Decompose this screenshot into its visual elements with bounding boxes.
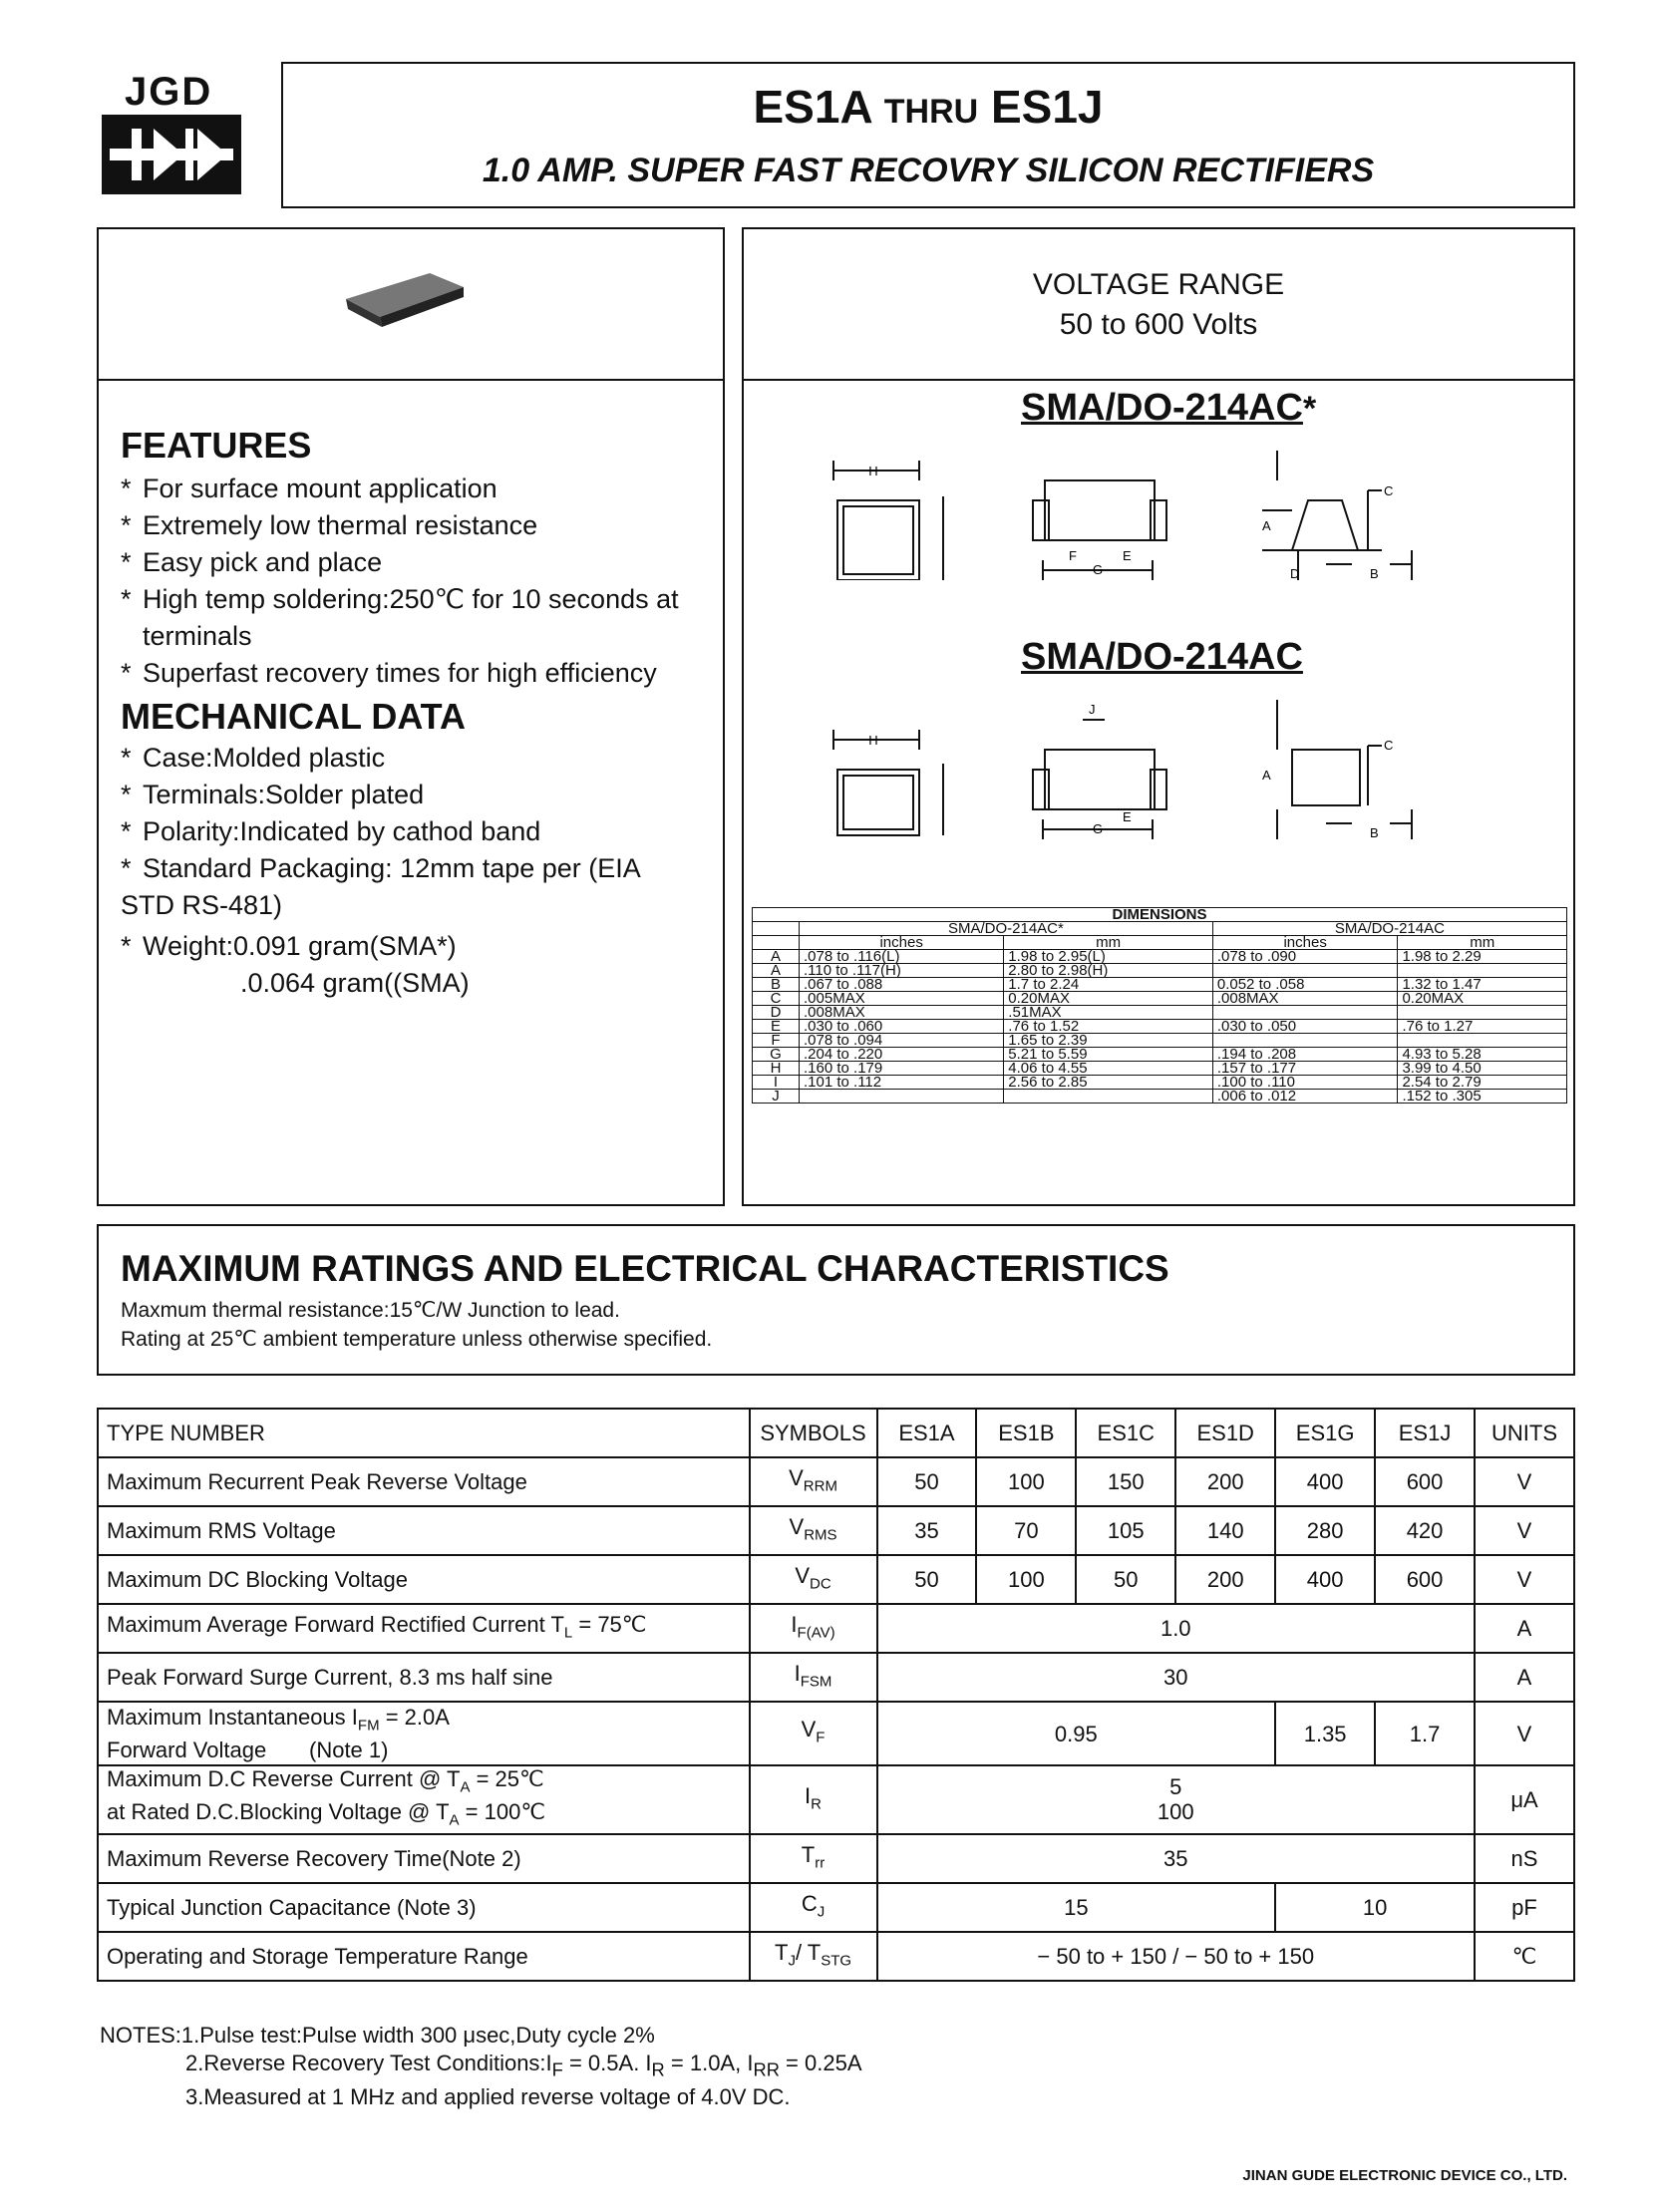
table-row: B .067 to .088 1.7 to 2.24 0.052 to .058 1.32 to 1.47: [753, 978, 1567, 992]
drawing-label-e: E: [1123, 548, 1132, 563]
ratings-table: [97, 1408, 1575, 1982]
unit-mm: mm: [1398, 936, 1567, 950]
drawing-label-b: B: [1370, 566, 1379, 580]
drawing-label-h2: H: [868, 733, 878, 748]
drawing-label-c: C: [1384, 483, 1394, 498]
table-row: A .078 to .116(L) 1.98 to 2.95(L) .078 to .090 1.98 to 2.29: [753, 950, 1567, 964]
table-row: Maximum Instantaneous $I_{FM} = 2.0A$ Forward Voltage (Note 1) $V_F$ 0.95 1.35 1.7 V: [98, 1702, 1574, 1765]
table-row: Maximum DC Blocking Voltage $V_{DC}$ 50 100 50 200 400 600 V: [98, 1555, 1574, 1604]
ratings-note-2: Rating at 25℃ ambient temperature unless otherwise specified.: [121, 1328, 713, 1351]
image-box: [97, 227, 725, 381]
list-item: STD RS-481): [121, 890, 283, 920]
package-box: [742, 379, 1575, 1206]
package-title-2: SMA/DO-214AC: [1021, 636, 1303, 678]
list-item: .0.064 gram((SMA): [240, 968, 470, 998]
list-item: * High temp soldering:250℃ for 10 seconds at: [121, 584, 679, 614]
features-heading: FEATURES: [121, 425, 312, 466]
voltage-range-value: 50 to 600 Volts: [1059, 308, 1258, 341]
drawing-label-a2: A: [1262, 768, 1271, 783]
mechanical-list: [121, 740, 719, 1002]
table-row: Typical Junction Capacitance (Note 3) $C_J$ 15 10 pF: [98, 1883, 1574, 1932]
drawing-label-b2: B: [1370, 825, 1379, 839]
drawing-label-d: D: [1290, 566, 1300, 580]
list-item: * For surface mount application: [121, 474, 497, 503]
drawing-label-a: A: [1262, 518, 1271, 533]
table-row: G .204 to .220 5.21 to 5.59 .194 to .208 4.93 to 5.28: [753, 1048, 1567, 1062]
features-list: [121, 471, 719, 692]
table-row: Maximum RMS Voltage $V_{RMS}$ 35 70 105 140 280 420 V: [98, 1506, 1574, 1555]
table-row: D .008MAX .51MAX: [753, 1006, 1567, 1020]
package-title-1: SMA/DO-214AC*: [1021, 387, 1317, 429]
header-title-box: [281, 62, 1575, 208]
table-row: A .110 to .117(H) 2.80 to 2.98(H): [753, 964, 1567, 978]
unit-mm: mm: [1004, 936, 1213, 950]
list-item: * Weight:0.091 gram(SMA*): [121, 931, 457, 961]
drawing-label-j: J: [1089, 702, 1096, 717]
list-item: * Extremely low thermal resistance: [121, 510, 538, 540]
note-3: 3.Measured at 1 MHz and applied reverse voltage of 4.0V DC.: [185, 2084, 791, 2110]
table-row: Maximum D.C Reverse Current @ $T_A$ = 25℃ at Rated D.C.Blocking Voltage @ $T_A$ = 100℃ $I_R$ 5 100 μA: [98, 1765, 1574, 1834]
mechanical-heading: MECHANICAL DATA: [121, 696, 466, 737]
table-header-row: TYPE NUMBER SYMBOLS ES1A ES1B ES1C ES1D ES1G ES1J UNITS: [98, 1409, 1574, 1457]
table-row: I .101 to .112 2.56 to 2.85 .100 to .110 2.54 to 2.79: [753, 1076, 1567, 1090]
table-row: Peak Forward Surge Current, 8.3 ms half sine $I_{FSM}$ 30 A: [98, 1653, 1574, 1702]
dimensions-title: DIMENSIONS: [753, 908, 1567, 922]
ratings-note-1: Maxmum thermal resistance:15℃/W Junction to lead.: [121, 1299, 620, 1322]
table-row: E .030 to .060 .76 to 1.52 .030 to .050 .76 to 1.27: [753, 1020, 1567, 1034]
table-row: J .006 to .012 .152 to .305: [753, 1090, 1567, 1104]
unit-inches: inches: [800, 936, 1004, 950]
list-item: * Easy pick and place: [121, 547, 383, 577]
package-drawing-1: [824, 441, 1521, 580]
table-row: Maximum Recurrent Peak Reverse Voltage $V_{RRM}$ 50 100 150 200 400 600 V: [98, 1457, 1574, 1506]
table-row: Maximum Reverse Recovery Time(Note 2) $T_{rr}$ 35 nS: [98, 1834, 1574, 1883]
notes: [100, 2022, 862, 2111]
company-logo-icon: [102, 115, 241, 194]
table-row: H .160 to .179 4.06 to 4.55 .157 to .177 3.99 to 4.50: [753, 1062, 1567, 1076]
drawing-label-c2: C: [1384, 738, 1394, 753]
list-item: * Terminals:Solder plated: [121, 780, 425, 809]
dimensions-table: [752, 907, 1567, 1104]
dimensions-group-2: SMA/DO-214AC: [1212, 922, 1566, 936]
package-drawing-2: [824, 690, 1521, 839]
features-box: [97, 379, 725, 1206]
drawing-label-g: G: [1093, 562, 1104, 577]
ratings-header-box: [97, 1224, 1575, 1376]
list-item: * Superfast recovery times for high efficiency: [121, 658, 657, 688]
table-row: Maximum Average Forward Rectified Current $T_L$ = 75℃ $I_{F(AV)}$ 1.0 A: [98, 1604, 1574, 1653]
table-row: F .078 to .094 1.65 to 2.39: [753, 1034, 1567, 1048]
table-row: Operating and Storage Temperature Range $T_J/$ $T_{STG}$ − 50 to + 150 / − 50 to + 150 ℃: [98, 1932, 1574, 1981]
list-item: * Standard Packaging: 12mm tape per (EIA: [121, 853, 641, 883]
list-item: terminals: [143, 621, 252, 651]
voltage-box: [742, 227, 1575, 381]
drawing-label-e2: E: [1123, 809, 1132, 824]
table-row: C .005MAX 0.20MAX .008MAX 0.20MAX: [753, 992, 1567, 1006]
dimensions-group-1: SMA/DO-214AC*: [800, 922, 1213, 936]
drawing-label-f: F: [1069, 548, 1077, 563]
company-logo-text: JGD: [125, 70, 213, 114]
page-subtitle: 1.0 AMP. SUPER FAST RECOVRY SILICON RECTIFIERS: [482, 152, 1375, 189]
note-1: NOTES:1.Pulse test:Pulse width 300 μsec,Duty cycle 2%: [100, 2023, 655, 2048]
ratings-heading: MAXIMUM RATINGS AND ELECTRICAL CHARACTERISTICS: [121, 1248, 1169, 1289]
drawing-label-g2: G: [1093, 821, 1104, 836]
list-item: * Polarity:Indicated by cathod band: [121, 816, 541, 846]
page-title: ES1A THRU ES1J: [753, 81, 1104, 133]
unit-inches: inches: [1212, 936, 1398, 950]
package-photo-icon: [338, 265, 468, 335]
list-item: * Case:Molded plastic: [121, 743, 386, 773]
company-footer: JINAN GUDE ELECTRONIC DEVICE CO., LTD.: [1242, 2167, 1567, 2184]
drawing-label-h: H: [868, 464, 878, 478]
note-2: 2.Reverse Recovery Test $Conditions:I_F = 0.5A$. $I_R = 1.0A$, $I_{RR} = 0.25A$: [185, 2051, 862, 2080]
voltage-range-label: VOLTAGE RANGE: [1032, 268, 1285, 301]
